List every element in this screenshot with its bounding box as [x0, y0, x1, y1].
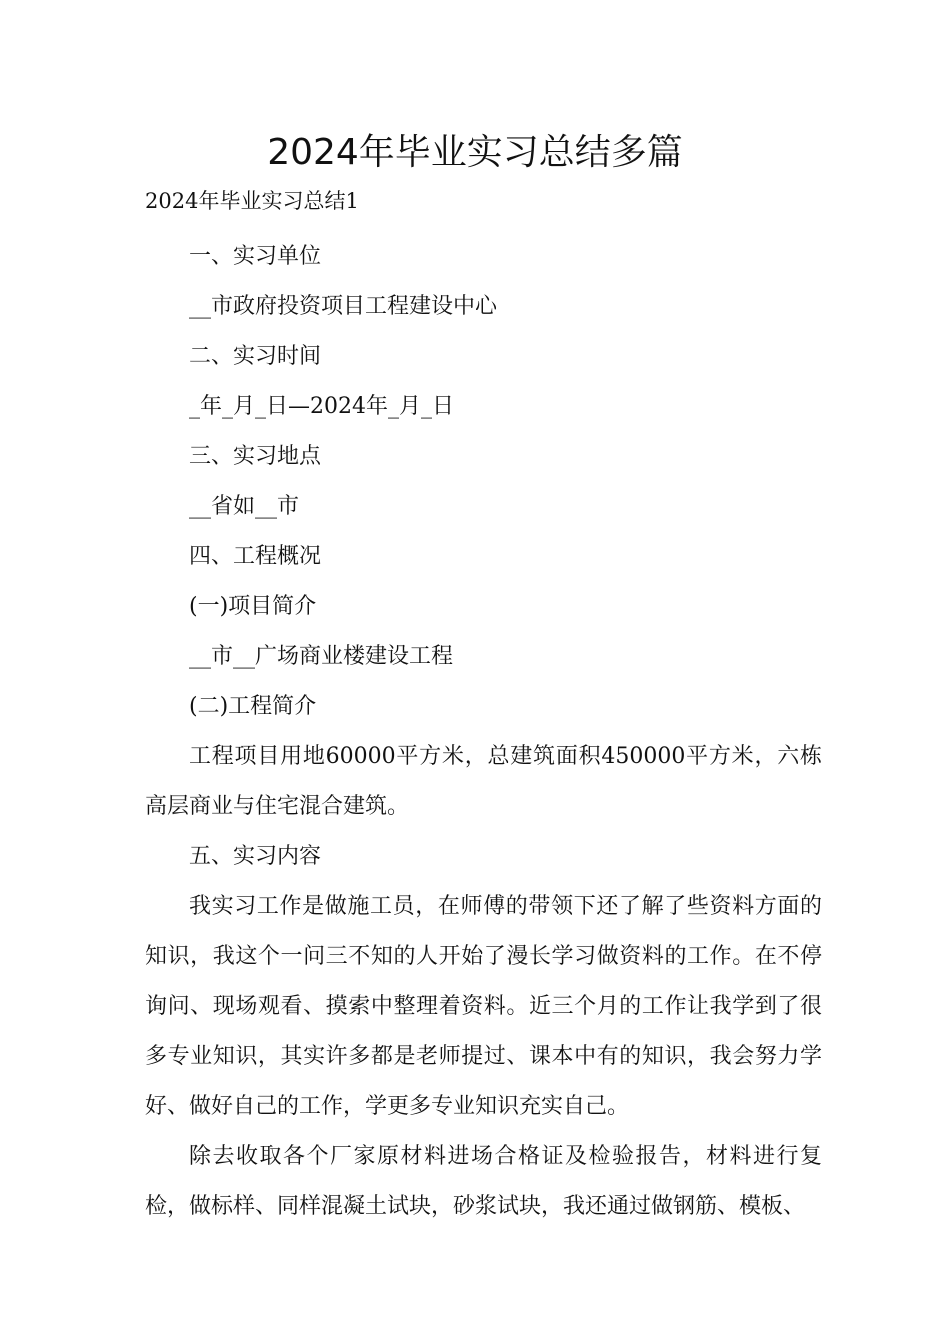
paragraph-overview-heading: 四、工程概况: [189, 544, 322, 569]
paragraph-unit-name: __市政府投资项目工程建设中心: [189, 294, 498, 319]
paragraph-project-name: __市__广场商业楼建设工程: [189, 644, 454, 669]
document-body: [145, 232, 822, 1232]
paragraph-engineering-intro-heading: (二)工程简介: [189, 694, 317, 719]
paragraph-unit-heading: 一、实习单位: [189, 244, 322, 269]
paragraph-engineering-intro: 工程项目用地60000平方米，总建筑面积450000平方米，六栋高层商业与住宅混合建筑。: [145, 744, 822, 819]
document-subtitle: 2024年毕业实习总结1: [145, 189, 359, 213]
paragraph-time-heading: 二、实习时间: [189, 344, 322, 369]
paragraph-content-heading: 五、实习内容: [189, 844, 322, 869]
paragraph-content-body-1: 我实习工作是做施工员，在师傅的带领下还了解了些资料方面的知识，我这个一问三不知的人开始了漫长学习做资料的工作。在不停询问、现场观看、摸索中整理着资料。近三个月的工作让我学到了很多专业知识，其实许多都是老师提过、课本中有的知识，我会努力学好、做好自己的工作，学更多专业知识充实自己。: [145, 894, 822, 1119]
paragraph-location: __省如__市: [189, 494, 300, 519]
paragraph-location-heading: 三、实习地点: [189, 444, 322, 469]
paragraph-time-range: _年_月_日—2024年_月_日: [189, 394, 454, 419]
document-title: 2024年毕业实习总结多篇: [267, 132, 683, 173]
paragraph-content-body-2: 除去收取各个厂家原材料进场合格证及检验报告，材料进行复检，做标样、同样混凝土试块，砂浆试块，我还通过做钢筋、模板、: [145, 1144, 822, 1219]
paragraph-project-intro-heading: (一)项目简介: [189, 594, 317, 619]
